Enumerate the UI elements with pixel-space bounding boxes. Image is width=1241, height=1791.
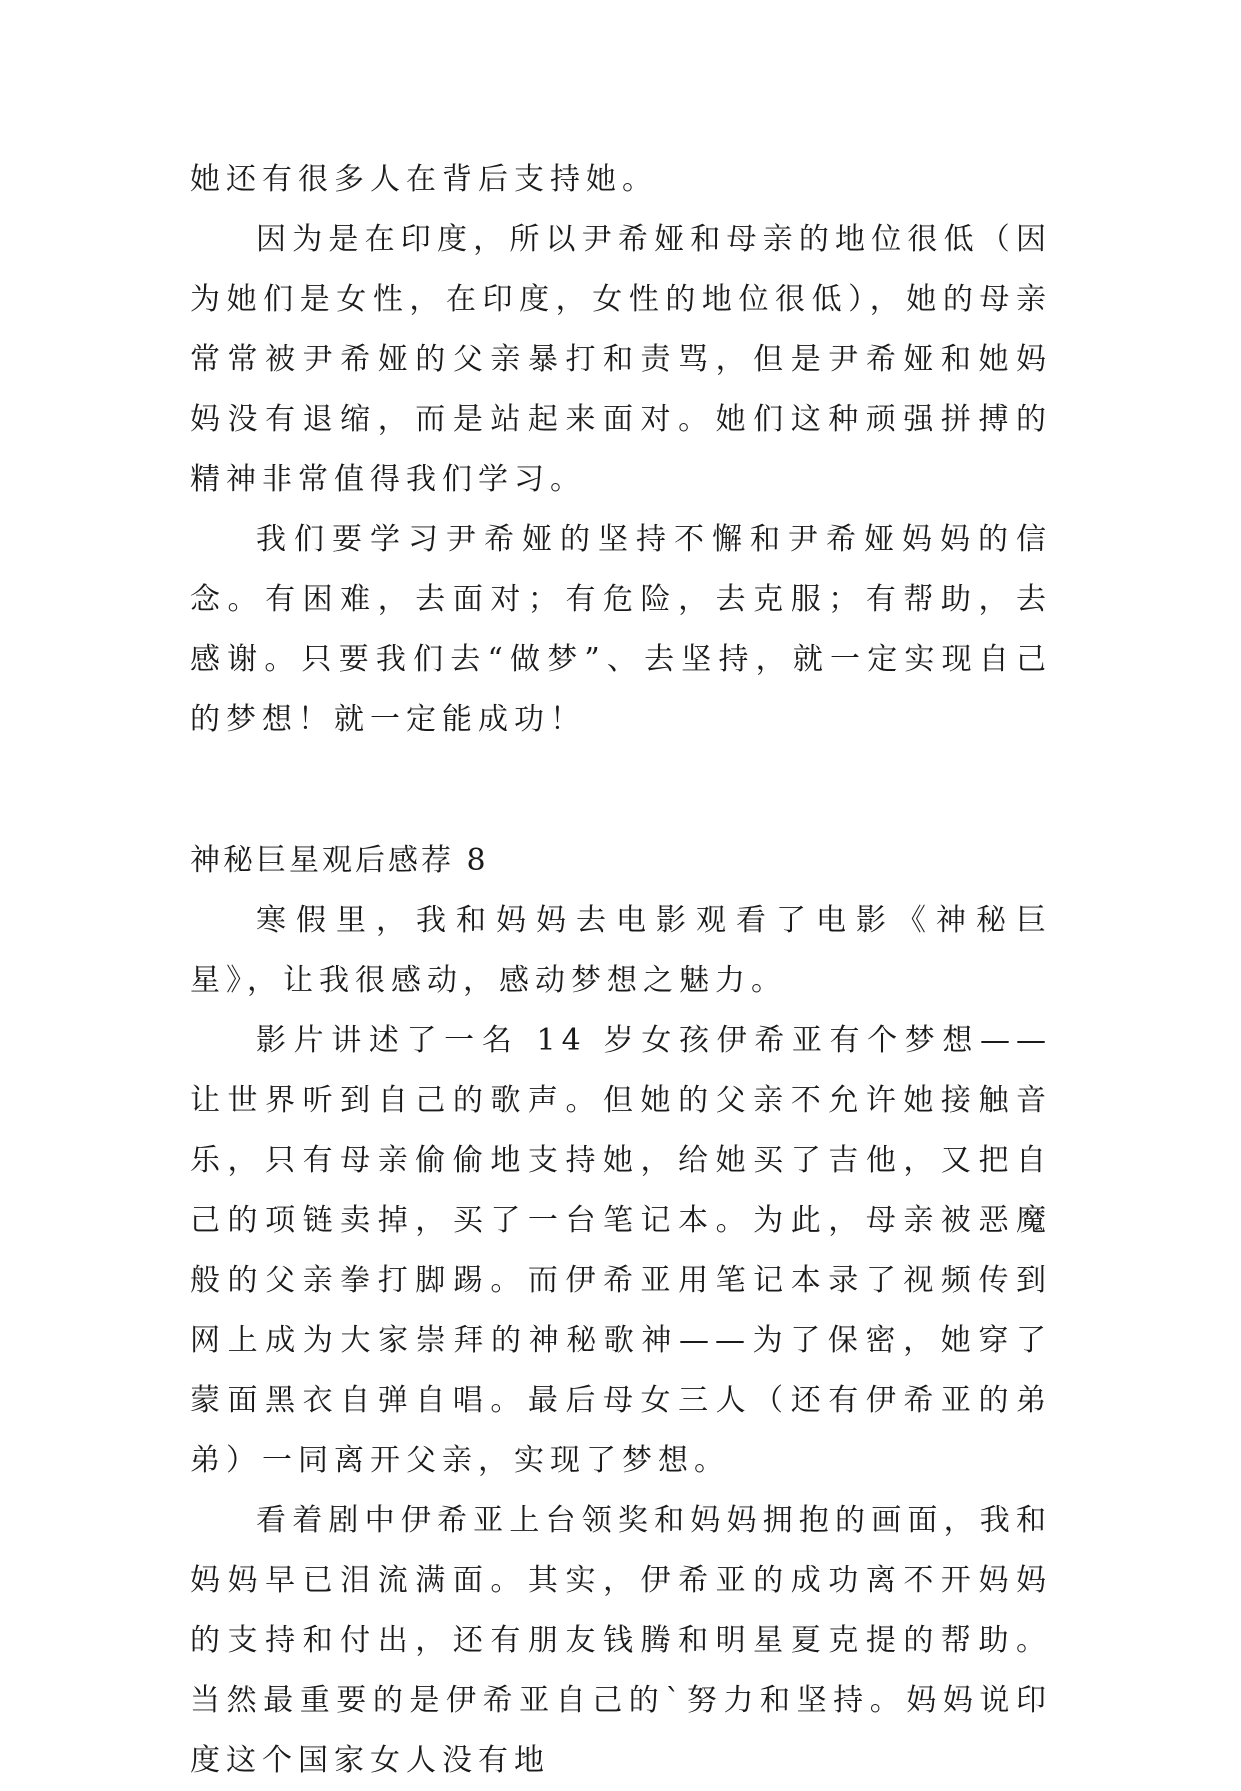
paragraph-reflection: 看着剧中伊希亚上台领奖和妈妈拥抱的画面，我和妈妈早已泪流满面。其实，伊希亚的成功离不开妈妈的支持和付出，还有朋友钱腾和明星夏克提的帮助。当然最重要的是伊希亚自己的`努力和坚持。妈妈说印度这个国家女人没有地 <box>190 1503 1052 1778</box>
paragraph-continuation: 她还有很多人在背后支持她。 <box>190 162 658 197</box>
paragraph-lesson: 我们要学习尹希娅的坚持不懈和尹希娅妈妈的信念。有困难，去面对；有危险，去克服；有帮助，去感谢。只要我们去“做梦”、去坚持，就一定实现自己的梦想！就一定能成功！ <box>190 522 1052 737</box>
section-title: 神秘巨星观后感荐 8 <box>190 843 489 878</box>
document-body <box>190 150 1052 1791</box>
paragraph-plot-summary: 影片讲述了一名 14 岁女孩伊希亚有个梦想——让世界听到自己的歌声。但她的父亲不允许她接触音乐，只有母亲偷偷地支持她，给她买了吉他，又把自己的项链卖掉，买了一台笔记本。为此，母亲被恶魔般的父亲拳打脚踢。而伊希亚用笔记本录了视频传到网上成为大家崇拜的神秘歌神——为了保密，她穿了蒙面黑衣自弹自唱。最后母女三人（还有伊希亚的弟弟）一同离开父亲，实现了梦想。 <box>190 1023 1052 1478</box>
paragraph-winter-vacation: 寒假里，我和妈妈去电影观看了电影《神秘巨星》，让我很感动，感动梦想之魅力。 <box>190 903 1052 998</box>
paragraph-status-of-women: 因为是在印度，所以尹希娅和母亲的地位很低（因为她们是女性，在印度，女性的地位很低），她的母亲常常被尹希娅的父亲暴打和责骂，但是尹希娅和她妈妈没有退缩，而是站起来面对。她们这种顽强拼搏的精神非常值得我们学习。 <box>190 222 1052 497</box>
